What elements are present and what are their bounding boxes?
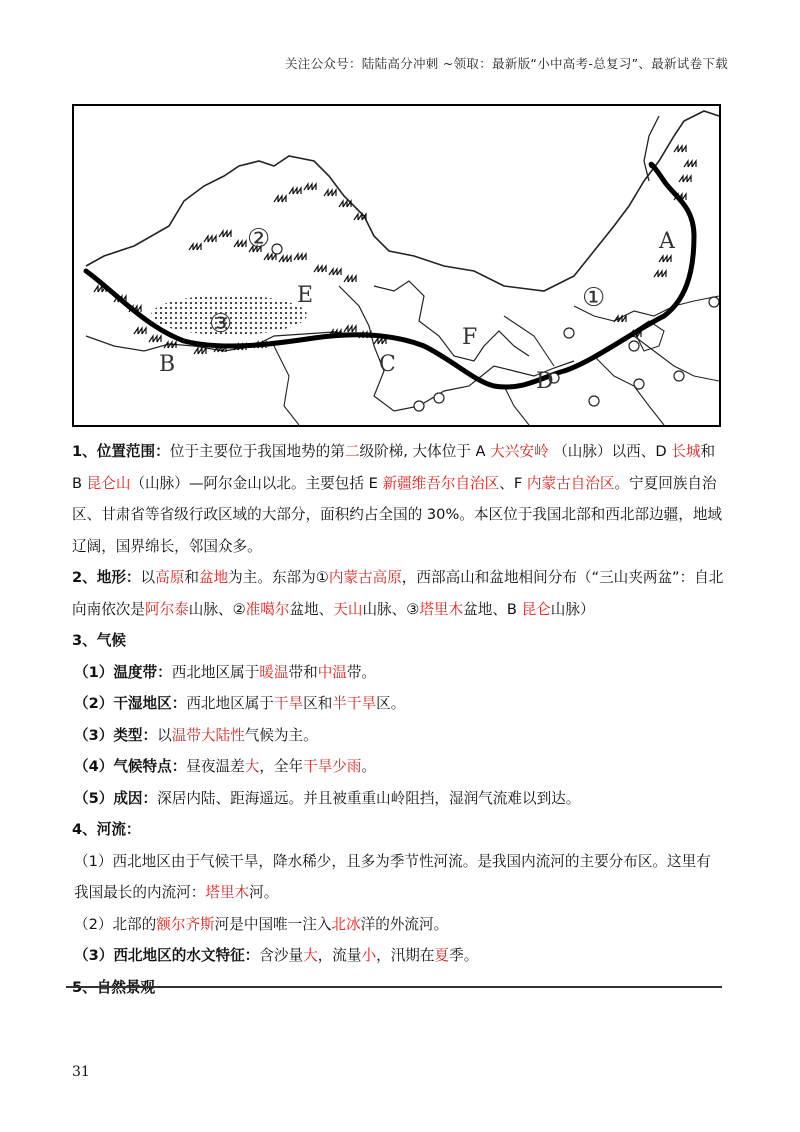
answer: 阿尔泰: [144, 600, 189, 618]
answer: 长城: [671, 443, 701, 460]
main-content: [72, 436, 724, 1003]
answer: 大兴安岭: [490, 443, 549, 460]
section-terrain: 2、地形：以高原和盆地为主。东部为①内蒙古高原，西部高山和盆地相间分布（“三山夹两盆”：自北向南依次是阿尔泰山脉、②准噶尔盆地、天山山脉、③塔里木盆地、B 昆仑山脉）: [72, 569, 724, 618]
map-label-c: C: [379, 352, 396, 377]
province-border: [594, 356, 664, 425]
answer: 夏: [434, 947, 450, 964]
province-border: [504, 386, 529, 425]
northwest-region-map: [74, 106, 719, 425]
province-border: [504, 316, 554, 366]
section-location: 1、位置范围：位于主要位于我国地势的第二级阶梯, 大体位于 A 大兴安岭 （山脉）以西、D 长城和 B 昆仑山（山脉）—阿尔金山以北。主要包括 E 新疆维吾尔自治区、F 内蒙古自治区。宁夏回族自治区、甘肃省等省级行政区域的大部分，面积约占全国的 30%。本区位于我国北部和西北部边疆，地域辽阔，国界绵长，邻国众多。: [72, 443, 723, 555]
climate-item-temperature: （1）温度带：西北地区属于暖温带和中温带。: [74, 663, 377, 681]
climate-item-moisture: （2）干湿地区：西北地区属于干旱区和半干旱区。: [74, 695, 406, 712]
section-landscape-title: 5、自然景观: [72, 978, 156, 996]
rivers-item-inland: （1）西北地区由于气候干旱，降水稀少，且多为季节性河流。是我国内流河的主要分布区。这里有我国最长的内流河：塔里木河。: [74, 852, 711, 901]
climate-item-type: （3）类型：以温带大陆性气候为主。: [74, 726, 318, 744]
answer: 二: [344, 443, 360, 460]
map-label-a: A: [659, 229, 675, 254]
climate-item-causes: （5）成因：深居内陆、距海遥远。并且被重重山岭阻挡，湿润气流难以到达。: [74, 789, 581, 807]
section-rivers-title: 4、河流：: [72, 821, 141, 838]
national-border: [86, 111, 719, 291]
section-climate-title: 3、气候: [72, 632, 126, 649]
map-label-f: F: [462, 325, 478, 350]
answer: 内蒙古高原: [328, 569, 402, 586]
province-border: [374, 281, 529, 361]
answer: 暖温: [259, 663, 289, 681]
answer: 高原: [155, 569, 185, 586]
map-label-d: D: [536, 369, 554, 394]
climate-item-features: （4）气候特点：昼夜温差大，全年干旱少雨。: [74, 758, 377, 775]
answer: 大: [244, 758, 260, 775]
answer: 干旱: [273, 695, 304, 712]
answer: 干旱少雨: [303, 758, 362, 775]
answer: 盆地: [198, 569, 229, 586]
answer: 新疆维吾尔自治区: [382, 474, 500, 492]
answer: 塔里木: [419, 600, 464, 618]
answer: 昆仑山: [86, 474, 131, 492]
section-title: 1、位置范围：: [72, 443, 170, 460]
province-border: [274, 346, 299, 425]
map-label-e: E: [297, 283, 314, 308]
answer: 内蒙古自治区: [526, 474, 615, 492]
answer: 中温: [317, 663, 347, 681]
map-figure: [72, 104, 721, 427]
map-label-b: B: [159, 352, 176, 377]
map-label-tarim: ③: [209, 309, 233, 339]
answer: 温带大陆性: [171, 726, 245, 744]
answer: 额尔齐斯: [156, 915, 215, 933]
answer: 塔里木: [205, 884, 250, 901]
answer: 准噶尔: [245, 600, 290, 618]
map-label-inner-mongolia: ①: [582, 283, 606, 313]
header-note: 关注公众号：陆陆高分冲刺 ~领取：最新版“小中高考-总复习”、最新试卷下载: [284, 56, 728, 71]
section-title: 2、地形：: [72, 569, 141, 586]
answer: 小: [361, 947, 377, 964]
divider: [66, 986, 722, 988]
map-label-junggar: ②: [247, 224, 271, 254]
rivers-item-hydrology: （3）西北地区的水文特征：含沙量大，流量小，汛期在夏季。: [74, 947, 479, 964]
answer: 北冰: [331, 915, 361, 933]
rivers-item-irtysh: （2）北部的额尔齐斯河是中国唯一注入北冰洋的外流河。: [74, 915, 449, 933]
answer: 大: [303, 947, 318, 964]
answer: 昆仑: [521, 600, 551, 618]
page-number: 31: [72, 1064, 90, 1080]
answer: 半干旱: [332, 695, 377, 712]
answer: 天山: [333, 600, 363, 618]
